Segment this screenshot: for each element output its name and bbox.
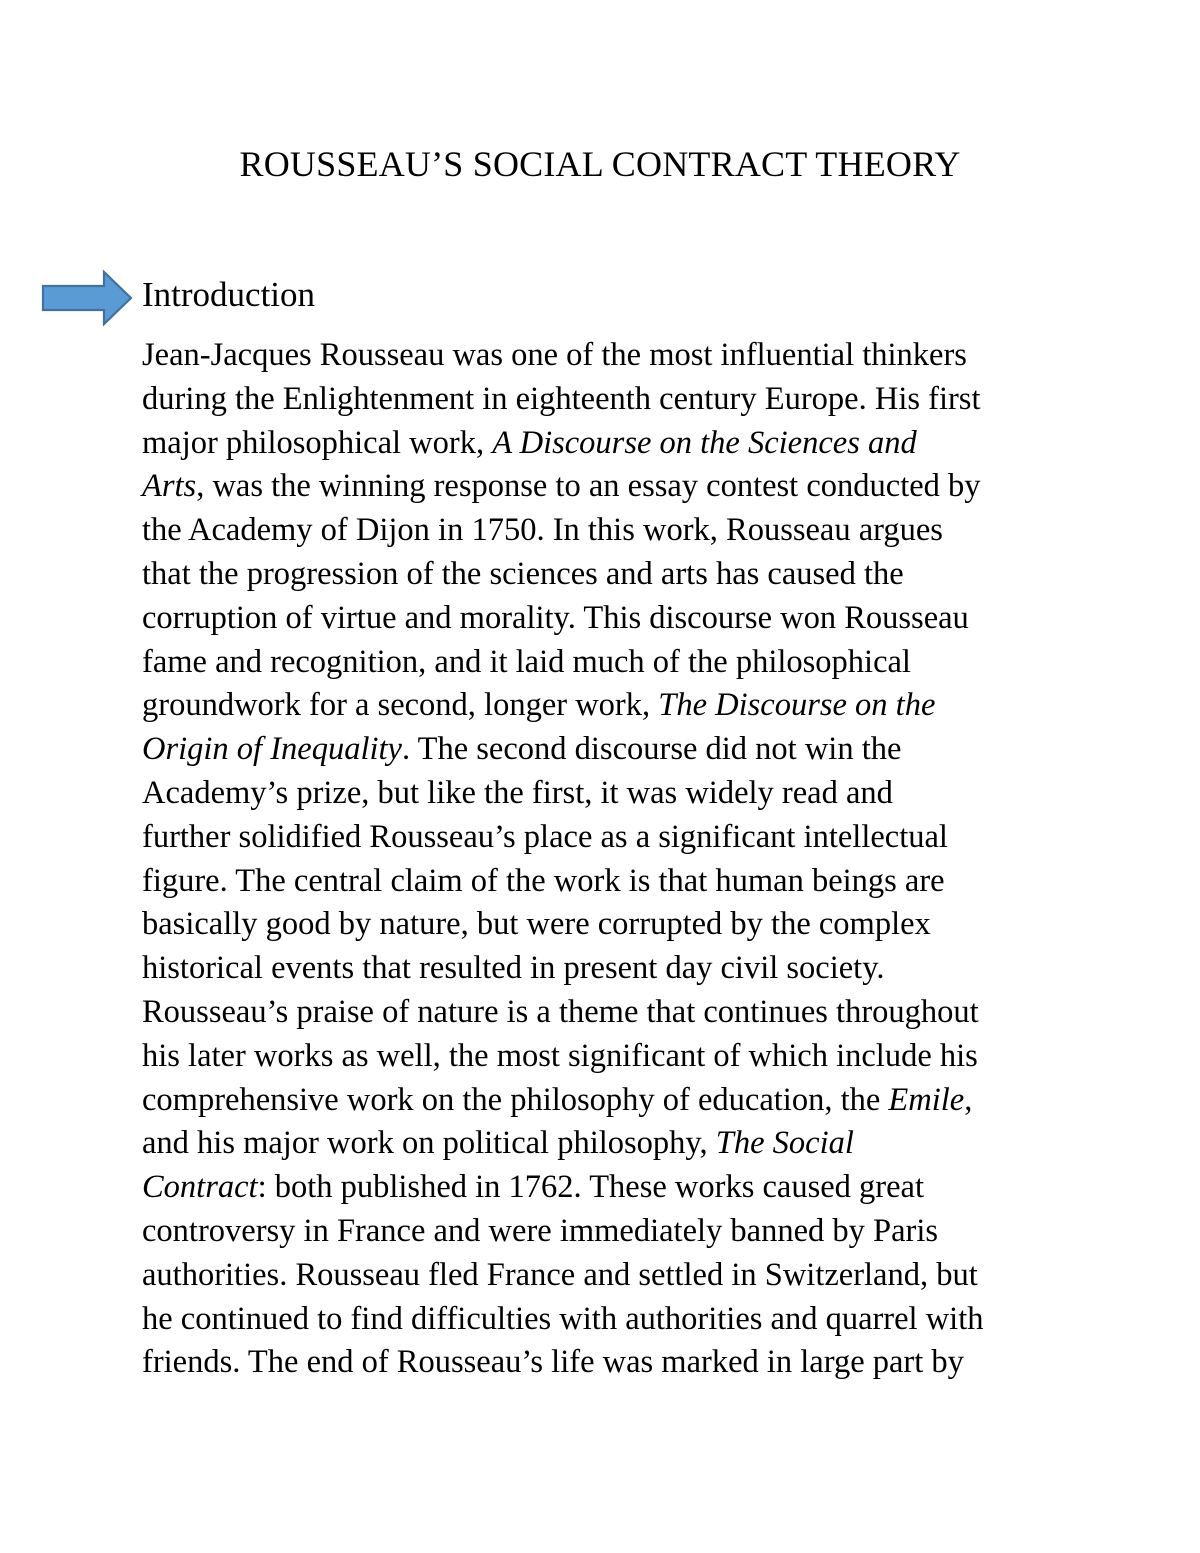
- text-run: . The second discourse did not win the: [401, 731, 902, 768]
- text-run: he continued to find difficulties with authorities and quarrel with: [142, 1300, 984, 1337]
- text-line: [142, 553, 1072, 597]
- text-line: [142, 947, 1072, 991]
- text-line: [142, 597, 1072, 641]
- text-run: controversy in France and were immediately banned by Paris: [142, 1212, 938, 1249]
- text-run: that the progression of the sciences and arts has caused the: [142, 555, 904, 592]
- italic-title: The Discourse on the: [658, 687, 936, 724]
- text-run: and his major work on political philosophy,: [142, 1125, 716, 1162]
- text-line: [142, 1254, 1072, 1298]
- text-run: fame and recognition, and it laid much of the philosophical: [142, 643, 911, 680]
- italic-title: Arts: [142, 468, 197, 505]
- text-line: [142, 903, 1072, 947]
- text-line: [142, 1079, 1072, 1123]
- section-heading: Introduction: [142, 275, 316, 314]
- text-line: [142, 1210, 1072, 1254]
- text-line: [142, 334, 1072, 378]
- text-line: [142, 1166, 1072, 1210]
- text-line: [142, 509, 1072, 553]
- document-title: ROUSSEAU’S SOCIAL CONTRACT THEORY: [239, 144, 961, 184]
- text-line: [142, 1122, 1072, 1166]
- text-run: further solidified Rousseau’s place as a significant intellectual: [142, 818, 948, 855]
- body-paragraph: [142, 334, 1072, 1385]
- text-run: Rousseau’s praise of nature is a theme that continues throughout: [142, 993, 979, 1030]
- text-run: corruption of virtue and morality. This discourse won Rousseau: [142, 599, 969, 636]
- italic-title: Origin of Inequality: [142, 731, 402, 768]
- text-run: historical events that resulted in present day civil society.: [142, 950, 885, 987]
- text-line: [142, 684, 1072, 728]
- text-line: [142, 641, 1072, 685]
- text-line: [142, 991, 1072, 1035]
- text-line: [142, 772, 1072, 816]
- text-line: [142, 378, 1072, 422]
- text-run: friends. The end of Rousseau’s life was marked in large part by: [142, 1344, 964, 1381]
- text-run: basically good by nature, but were corrupted by the complex: [142, 906, 931, 943]
- italic-title: Emile: [888, 1081, 965, 1118]
- text-run: authorities. Rousseau fled France and settled in Switzerland, but: [142, 1256, 978, 1293]
- text-run: : both published in 1762. These works caused great: [257, 1169, 924, 1206]
- text-run: Jean-Jacques Rousseau was one of the most influential thinkers: [142, 337, 967, 373]
- text-run: comprehensive work on the philosophy of education, the: [142, 1081, 889, 1118]
- text-run: , was the winning response to an essay contest conducted by: [196, 468, 981, 505]
- text-line: [142, 465, 1072, 509]
- italic-title: A Discourse on the Sciences and: [492, 424, 917, 461]
- italic-title: The Social: [715, 1125, 854, 1162]
- text-run: figure. The central claim of the work is that human beings are: [142, 862, 945, 899]
- text-run: during the Enlightenment in eighteenth century Europe. His first: [142, 380, 981, 417]
- text-run: ,: [964, 1081, 973, 1118]
- text-line: [142, 816, 1072, 860]
- text-line: [142, 1298, 1072, 1342]
- right-arrow-icon: [40, 269, 134, 327]
- italic-title: Contract: [142, 1169, 258, 1206]
- text-line: [142, 1035, 1072, 1079]
- text-run: groundwork for a second, longer work,: [142, 687, 659, 724]
- text-line: [142, 1341, 1072, 1385]
- text-run: the Academy of Dijon in 1750. In this work, Rousseau argues: [142, 512, 943, 549]
- text-run: Academy’s prize, but like the first, it was widely read and: [142, 774, 893, 811]
- text-line: [142, 728, 1072, 772]
- text-line: [142, 422, 1072, 466]
- text-run: major philosophical work,: [142, 424, 493, 461]
- text-line: [142, 860, 1072, 904]
- text-run: his later works as well, the most significant of which include his: [142, 1037, 978, 1074]
